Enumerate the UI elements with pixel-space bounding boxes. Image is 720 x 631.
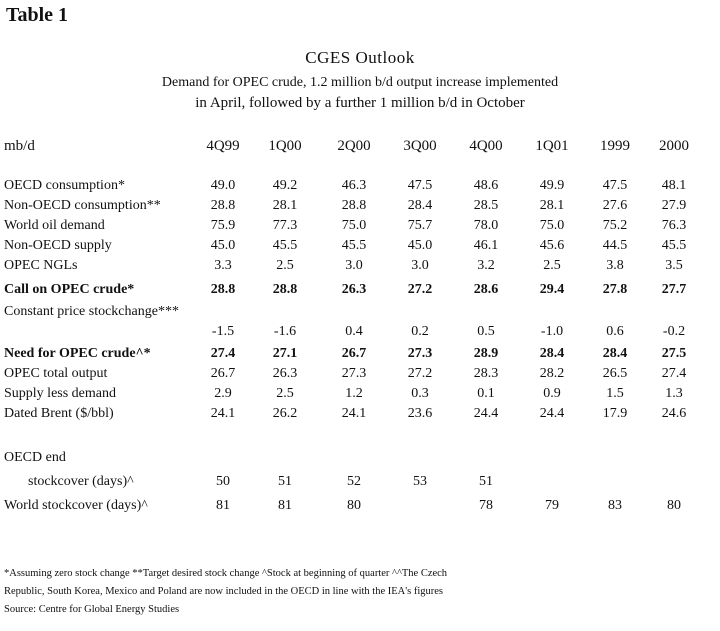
table-cell: 44.5: [602, 238, 628, 253]
table-cell: 3.2: [477, 258, 495, 273]
table-cell: 52: [347, 474, 361, 489]
row-label: World stockcover (days)^: [4, 498, 148, 513]
table-row: [0, 498, 720, 518]
table-cell: 28.8: [210, 282, 236, 297]
table-cell: 49.2: [272, 178, 298, 193]
column-header: 4Q99: [206, 138, 240, 154]
table-row: [0, 450, 720, 470]
table-cell: 26.3: [341, 282, 367, 297]
table-cell: -1.0: [540, 324, 564, 339]
table-cell: 28.3: [473, 366, 499, 381]
table-cell: 24.1: [341, 406, 367, 421]
table-cell: 28.9: [473, 346, 499, 361]
table-cell: 75.9: [210, 218, 236, 233]
table-cell: 27.2: [407, 366, 433, 381]
table-row: [0, 218, 720, 238]
table-row: [0, 406, 720, 426]
column-header: 2Q00: [337, 138, 371, 154]
table-cell: 27.9: [661, 198, 687, 213]
table-cell: 78: [479, 498, 493, 513]
table-row: [0, 238, 720, 258]
table-cell: 27.3: [341, 366, 367, 381]
table-cell: 26.7: [341, 346, 367, 361]
column-header: 1999: [600, 138, 630, 154]
column-header: 2000: [659, 138, 689, 154]
table-label: Table 1: [6, 4, 69, 26]
table-cell: 26.7: [210, 366, 236, 381]
table-row: [0, 282, 720, 302]
table-cell: 2.5: [276, 258, 294, 273]
table-cell: 45.5: [661, 238, 687, 253]
column-header: 4Q00: [469, 138, 503, 154]
table-cell: 27.8: [602, 282, 628, 297]
table-cell: 3.5: [665, 258, 683, 273]
table-cell: 80: [667, 498, 681, 513]
table-row: [0, 366, 720, 386]
table-cell: 80: [347, 498, 361, 513]
table-cell: 83: [608, 498, 622, 513]
table-row: [0, 386, 720, 406]
table-title: CGES Outlook: [305, 48, 415, 67]
table-subtitle-line1: Demand for OPEC crude, 1.2 million b/d output increase implemented: [161, 75, 559, 90]
table-cell: 48.1: [661, 178, 687, 193]
table-cell: 28.8: [210, 198, 236, 213]
table-cell: 3.0: [345, 258, 363, 273]
table-cell: 26.3: [272, 366, 298, 381]
row-label: Need for OPEC crude^*: [4, 346, 151, 361]
table-cell: 28.2: [539, 366, 565, 381]
table-cell: 26.5: [602, 366, 628, 381]
table-cell: 45.6: [539, 238, 565, 253]
table-cell: 27.4: [210, 346, 236, 361]
table-cell: 2.5: [276, 386, 294, 401]
table-row: [0, 346, 720, 366]
table-cell: 0.5: [477, 324, 495, 339]
table-cell: 28.4: [602, 346, 628, 361]
table-cell: 27.1: [272, 346, 298, 361]
column-header: 1Q00: [268, 138, 302, 154]
table-cell: 49.9: [539, 178, 565, 193]
table-cell: 45.0: [210, 238, 236, 253]
table-cell: 27.4: [661, 366, 687, 381]
row-label: Constant price stockchange***: [4, 304, 179, 319]
table-cell: 0.2: [411, 324, 429, 339]
row-label: OECD end: [4, 450, 66, 465]
table-cell: 24.1: [210, 406, 236, 421]
table-cell: 28.6: [473, 282, 499, 297]
table-cell: 17.9: [602, 406, 628, 421]
row-label: Supply less demand: [4, 386, 116, 401]
table-cell: 1.5: [606, 386, 624, 401]
table-cell: 75.0: [341, 218, 367, 233]
footnote-line: *Assuming zero stock change **Target desired stock change ^Stock at beginning of quarter ^^The Czech: [4, 568, 448, 579]
table-cell: 1.2: [345, 386, 363, 401]
table-cell: 3.8: [606, 258, 624, 273]
table-cell: 46.1: [473, 238, 499, 253]
source-line: Source: Centre for Global Energy Studies: [4, 604, 180, 615]
table-cell: 75.7: [407, 218, 433, 233]
table-cell: 77.3: [272, 218, 298, 233]
table-cell: 76.3: [661, 218, 687, 233]
table-cell: 2.9: [214, 386, 232, 401]
table-cell: 24.4: [473, 406, 499, 421]
table-cell: 79: [545, 498, 559, 513]
row-label: World oil demand: [4, 218, 105, 233]
table-cell: 51: [479, 474, 493, 489]
footnote-line: Republic, South Korea, Mexico and Poland are now included in the OECD in line with the IEA's figures: [4, 586, 444, 597]
row-label: stockcover (days)^: [28, 474, 134, 489]
table-row: [0, 304, 720, 324]
table-cell: 27.5: [661, 346, 687, 361]
table-cell: 51: [278, 474, 292, 489]
table-cell: 28.8: [341, 198, 367, 213]
row-label: OECD consumption*: [4, 178, 125, 193]
table-row: [0, 474, 720, 494]
table-cell: 50: [216, 474, 230, 489]
table-subtitle-line2: in April, followed by a further 1 million b/d in October: [195, 95, 525, 111]
table-cell: 49.0: [210, 178, 236, 193]
table-cell: -1.5: [211, 324, 235, 339]
row-label: OPEC NGLs: [4, 258, 78, 273]
table-cell: 27.6: [602, 198, 628, 213]
table-cell: 81: [216, 498, 230, 513]
table-cell: 81: [278, 498, 292, 513]
row-label: Non-OECD consumption**: [4, 198, 161, 213]
table-row: [0, 178, 720, 198]
table-cell: 27.3: [407, 346, 433, 361]
table-cell: 45.5: [272, 238, 298, 253]
table-row: [0, 198, 720, 218]
table-row: [0, 258, 720, 278]
table-cell: 0.3: [411, 386, 429, 401]
table-cell: 24.4: [539, 406, 565, 421]
row-label: OPEC total output: [4, 366, 108, 381]
table-cell: -1.6: [273, 324, 297, 339]
table-cell: 28.1: [539, 198, 565, 213]
table-cell: 48.6: [473, 178, 499, 193]
table-cell: 28.8: [272, 282, 298, 297]
table-cell: 27.7: [661, 282, 687, 297]
column-header: 3Q00: [403, 138, 437, 154]
table-cell: 23.6: [407, 406, 433, 421]
table-cell: 28.1: [272, 198, 298, 213]
table-cell: 24.6: [661, 406, 687, 421]
row-label: Non-OECD supply: [4, 238, 112, 253]
row-label: Dated Brent ($/bbl): [4, 406, 114, 421]
table-cell: 46.3: [341, 178, 367, 193]
table-cell: 78.0: [473, 218, 499, 233]
table-cell: 0.6: [606, 324, 624, 339]
table-cell: 28.4: [539, 346, 565, 361]
table-cell: 75.2: [602, 218, 628, 233]
table-cell: 47.5: [602, 178, 628, 193]
table-cell: 3.3: [214, 258, 232, 273]
table-cell: -0.2: [662, 324, 686, 339]
table-cell: 45.5: [341, 238, 367, 253]
table-row: [0, 324, 720, 344]
table-cell: 0.4: [345, 324, 363, 339]
table-cell: 27.2: [407, 282, 433, 297]
column-header: 1Q01: [535, 138, 569, 154]
table-cell: 28.5: [473, 198, 499, 213]
table-cell: 26.2: [272, 406, 298, 421]
table-cell: 0.9: [543, 386, 561, 401]
table-cell: 1.3: [665, 386, 683, 401]
table-cell: 2.5: [543, 258, 561, 273]
table-cell: 75.0: [539, 218, 565, 233]
table-cell: 47.5: [407, 178, 433, 193]
table-cell: 29.4: [539, 282, 565, 297]
table-cell: 45.0: [407, 238, 433, 253]
table-cell: 53: [413, 474, 427, 489]
table-header-row: [0, 138, 720, 158]
table-cell: 28.4: [407, 198, 433, 213]
table-cell: 0.1: [477, 386, 495, 401]
table-cell: 3.0: [411, 258, 429, 273]
unit-label: mb/d: [4, 138, 35, 154]
row-label: Call on OPEC crude*: [4, 282, 135, 297]
